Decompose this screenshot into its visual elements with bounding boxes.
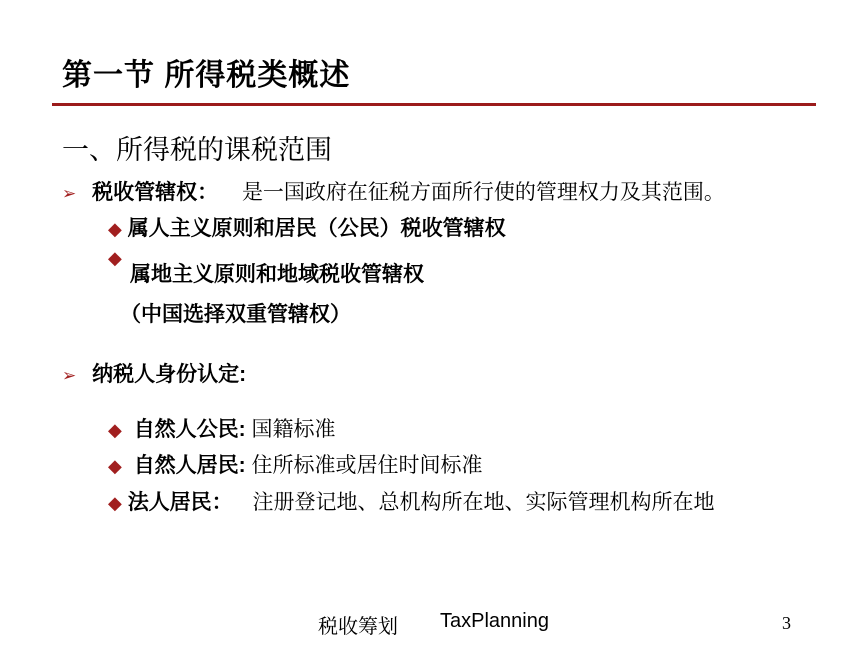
identity-item-label: 自然人公民: [133,418,246,441]
jurisdiction-description: 是一国政府在征税方面所行使的管理权力及其范围。 [241,180,725,204]
bullet-jurisdiction [62,176,725,206]
identity-label: 纳税人身份认定: [92,363,247,386]
slide-title: 第一节 所得税类概述 [62,59,351,92]
diamond-bullet-icon: ◆ [108,493,122,513]
arrow-bullet-icon: ➢ [62,366,77,385]
identity-item-desc: 国籍标准 [251,417,336,441]
identity-item-citizen [108,413,336,443]
diamond-bullet-icon: ◆ [108,456,122,476]
identity-item-desc: 注册登记地、总机构所在地、实际管理机构所在地 [252,490,715,514]
bullet-identity [62,358,246,388]
diamond-bullet-icon: ◆ [108,219,122,239]
identity-item-desc: 住所标准或居住时间标准 [251,453,483,477]
diamond-bullet-icon: ◆ [108,420,122,440]
footer-title-cn: 税收筹划 [318,616,398,638]
identity-item-resident [108,449,483,479]
diamond-bullet-icon: ◆ [108,248,122,268]
sub-bullet-territorial: 属地主义原则和地域税收管辖权 [130,263,424,286]
identity-item-label: 自然人居民: [133,454,246,477]
sub-bullet-label: 属人主义原则和居民（公民）税收管辖权 [127,217,506,240]
jurisdiction-label: 税收管辖权： [92,181,219,204]
identity-item-legal [108,486,715,516]
title-divider [52,103,816,106]
arrow-bullet-icon: ➢ [62,184,77,203]
footer-title-en: TaxPlanning [440,610,549,632]
section-heading: 一、所得税的课税范围 [62,135,332,165]
sub-bullet-personal [108,212,506,242]
identity-item-label: 法人居民： [127,491,233,514]
page-number: 3 [782,613,791,633]
jurisdiction-note: （中国选择双重管辖权） [120,303,351,326]
